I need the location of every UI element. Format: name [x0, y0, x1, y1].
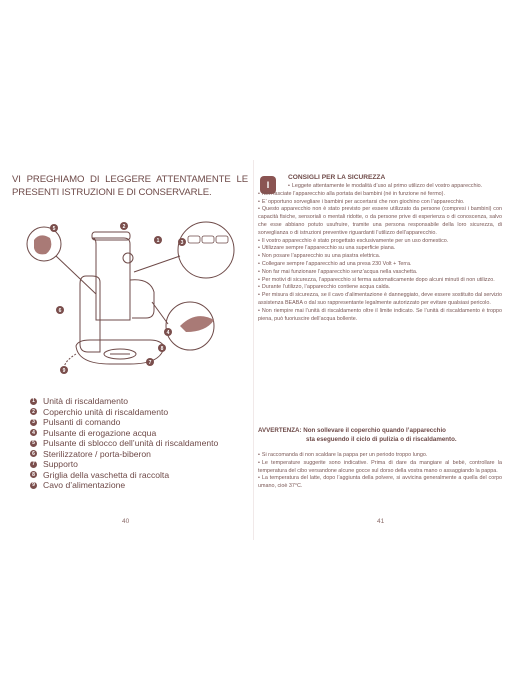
list-item: • Durante l’utilizzo, l’apparecchio contiene acqua calda. — [258, 284, 502, 292]
legend-label: Griglia della vaschetta di raccolta — [43, 469, 170, 480]
legend-number: 2 — [30, 408, 37, 415]
legend-number: 4 — [30, 429, 37, 436]
legend-number: 5 — [30, 440, 37, 447]
legend-label: Cavo d’alimentazione — [43, 480, 126, 491]
callout-5: 5 — [52, 226, 56, 232]
callout-4: 4 — [166, 330, 170, 336]
safety-heading: CONSIGLI PER LA SICUREZZA — [288, 174, 386, 181]
list-item: • Per motivi di sicurezza, l’apparecchio si ferma automaticamente dopo alcuni minuti di non utilizzo. — [258, 277, 502, 285]
list-item: • Il vostro apparecchio è stato progettato esclusivamente per un uso domestico. — [258, 238, 502, 246]
list-item: • Non far mai funzionare l’apparecchio senz’acqua nella vaschetta. — [258, 269, 502, 277]
list-item: • Leggete attentamente le modalità d’uso al primo utilizzo del vostro apparecchio. — [258, 183, 502, 191]
callout-7: 7 — [148, 360, 152, 366]
legend-item — [30, 417, 218, 428]
callout-2: 2 — [122, 224, 126, 230]
list-item: • Non riempire mai l’unità di riscaldamento oltre il limite indicato. Se l’unità di riscaldamento è troppo piena, può fuoriuscire dell’acqua bollente. — [258, 308, 502, 324]
legend-item — [30, 480, 218, 491]
callout-3: 3 — [180, 240, 184, 246]
list-item: • Utilizzare sempre l’apparecchio su una superficie piana. — [258, 245, 502, 253]
legend-label: Pulsante di erogazione acqua — [43, 427, 157, 438]
legend-item — [30, 396, 218, 407]
legend-item — [30, 438, 218, 449]
parts-legend — [30, 396, 218, 491]
legend-number: 3 — [30, 419, 37, 426]
list-item: • Questo apparecchio non è stato previsto per essere utilizzato da persone (compresi i bambini) con capacità fisiche, sensoriali o mentali ridotte, o da persone prive di esperienza o di conoscenza, salvo che esse abbiano potuto usufruire, tramite una persona responsabile della loro sicurezza, di sorveglianza o di istruzioni preventive riguardanti l’utilizzo dell’apparecchio. — [258, 206, 502, 237]
tips-list — [258, 452, 502, 491]
list-item: • Le temperature suggerite sono indicative. Prima di dare da mangiare al bebè, controllare la temperatura del cibo versandone alcune gocce sul dorso della vostra mano o assaggiando la pappa. — [258, 460, 502, 476]
legend-number: 7 — [30, 461, 37, 468]
legend-label: Coperchio unità di riscaldamento — [43, 406, 169, 417]
legend-item — [30, 407, 218, 418]
list-item: • Non lasciate l’apparecchio alla portata dei bambini (né in funzione né fermo). — [258, 191, 502, 199]
page-number-right: 41 — [377, 518, 385, 525]
legend-label: Pulsanti di comando — [43, 417, 121, 428]
callout-1: 1 — [156, 238, 160, 244]
callout-8: 8 — [160, 346, 164, 352]
page-number-left: 40 — [122, 518, 130, 525]
legend-item — [30, 428, 218, 439]
legend-number: 8 — [30, 471, 37, 478]
right-page — [254, 0, 508, 696]
safety-list — [258, 183, 502, 323]
legend-item — [30, 470, 218, 481]
list-item: • Collegare sempre l’apparecchio ad una presa 230 Volt + Terra. — [258, 261, 502, 269]
list-item: • Per misura di sicurezza, se il cavo d’alimentazione è danneggiato, deve essere sostituito dal servizio assistenza BEABA o dal suo rappresentante legalmente autorizzato per evitare qualsiasi pericolo. — [258, 292, 502, 308]
product-diagram — [20, 214, 250, 384]
legend-number: 6 — [30, 450, 37, 457]
warning-line-1: AVVERTENZA: Non sollevare il coperchio quando l’apparecchio — [258, 427, 446, 434]
legend-label: Pulsante di sblocco dell’unità di riscaldamento — [43, 438, 219, 449]
heating-unit-outline — [92, 238, 130, 320]
callout-6: 6 — [58, 308, 62, 314]
legend-label: Unità di riscaldamento — [43, 396, 129, 407]
warning-block — [258, 427, 502, 445]
callout-9: 9 — [62, 368, 66, 374]
legend-number: 1 — [30, 398, 37, 405]
legend-item — [30, 459, 218, 470]
language-tab: I — [260, 176, 276, 194]
legend-number: 9 — [30, 482, 37, 489]
list-item: • Si raccomanda di non scaldare la pappa per un periodo troppo lungo. — [258, 452, 502, 460]
intro-title: VI PREGHIAMO DI LEGGERE ATTENTAMENTE LE PRESENTI ISTRUZIONI E DI CONSERVARLE. — [12, 174, 248, 198]
list-item: • E’ opportuno sorvegliare i bambini per accertarsi che non giochino con l’apparecchio. — [258, 199, 502, 207]
warning-line-2: sta eseguendo il ciclo di pulizia o di riscaldamento. — [306, 435, 457, 443]
legend-label: Sterilizzatore / porta-biberon — [43, 448, 151, 459]
heating-unit-lid — [92, 232, 130, 240]
legend-item — [30, 449, 218, 460]
legend-label: Supporto — [43, 459, 78, 470]
list-item: • La temperatura del latte, dopo l’aggiunta della polvere, si avvicina generalmente a quella del corpo umano, cioè 37°C. — [258, 475, 502, 491]
list-item: • Non posare l’apparecchio su una piastra elettrica. — [258, 253, 502, 261]
